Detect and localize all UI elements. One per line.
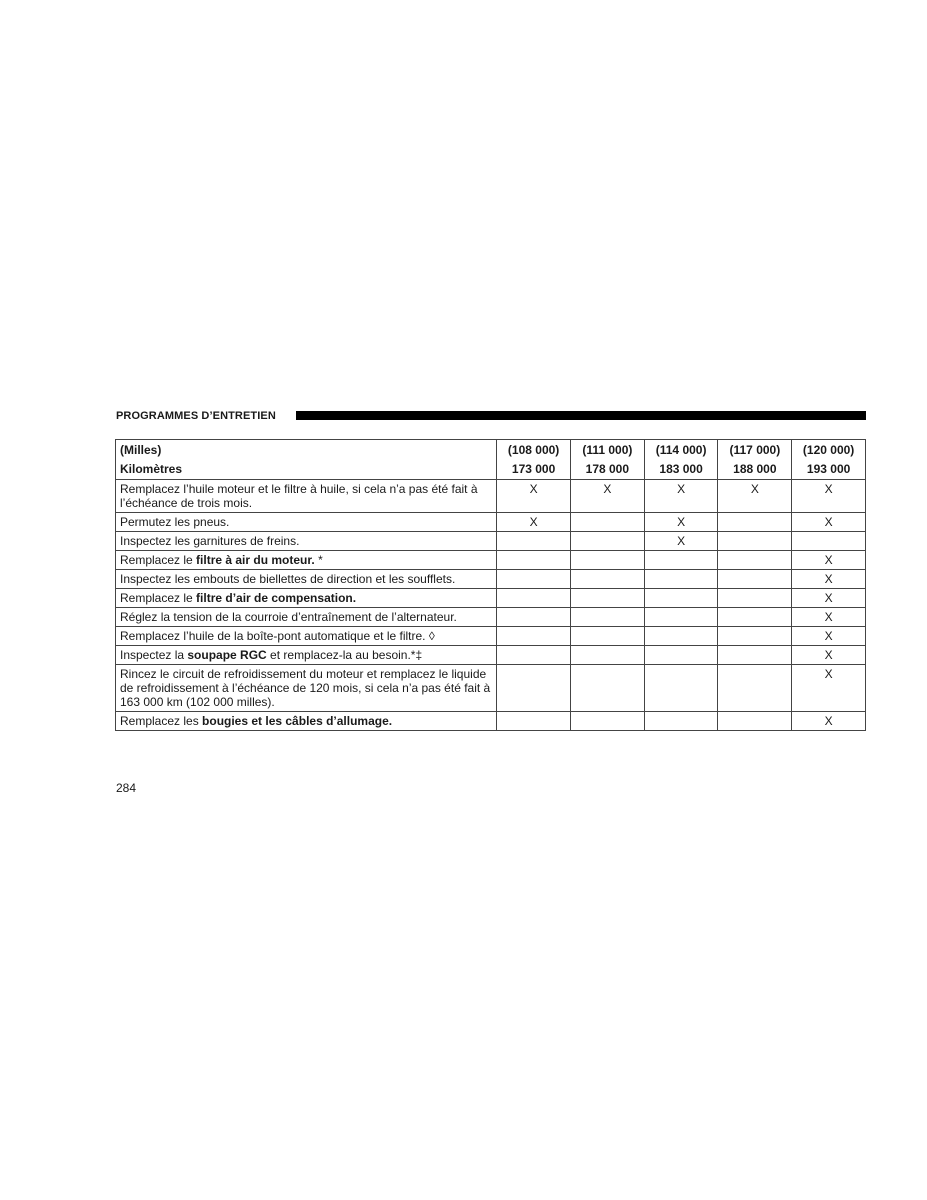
service-mark: X (497, 480, 571, 513)
table-row (116, 480, 866, 513)
service-mark: X (792, 513, 866, 532)
service-mark: X (644, 532, 718, 551)
task-text: Remplacez le (120, 553, 197, 567)
service-mark (718, 627, 792, 646)
task-description (116, 665, 497, 712)
task-emphasis: filtre à air du moteur. (196, 553, 315, 567)
table-header-row (116, 440, 866, 480)
task-description (116, 627, 497, 646)
service-mark: X (792, 646, 866, 665)
task-text: et remplacez-la au besoin.*‡ (266, 648, 423, 662)
service-mark: X (792, 570, 866, 589)
task-text: Remplacez l’huile moteur et le filtre à huile, si cela n’a pas été fait à l’échéance de trois mois. (120, 482, 478, 510)
service-mark (718, 589, 792, 608)
interval-header (718, 440, 792, 480)
table-row (116, 608, 866, 627)
table-row (116, 532, 866, 551)
table-row (116, 712, 866, 731)
task-description (116, 551, 497, 570)
service-mark (644, 551, 718, 570)
service-mark (570, 646, 644, 665)
task-emphasis: filtre d’air de compensation. (196, 591, 357, 605)
task-description (116, 646, 497, 665)
service-mark (718, 551, 792, 570)
service-mark (718, 570, 792, 589)
service-mark (497, 589, 571, 608)
service-mark (792, 532, 866, 551)
service-mark (497, 712, 571, 731)
task-description (116, 570, 497, 589)
service-mark: X (792, 627, 866, 646)
service-mark (497, 570, 571, 589)
section-title: PROGRAMMES D’ENTRETIEN (116, 410, 276, 422)
service-mark (570, 532, 644, 551)
service-mark (718, 665, 792, 712)
service-mark (570, 513, 644, 532)
service-mark (570, 570, 644, 589)
table-row (116, 551, 866, 570)
service-mark (644, 608, 718, 627)
service-mark: X (497, 513, 571, 532)
task-text: Rincez le circuit de refroidissement du moteur et remplacez le liquide de refroidissement à l’échéance de 120 mois, si cela n’a pas été fait à 163 000 km (102 000 milles). (120, 667, 491, 709)
service-mark: X (792, 480, 866, 513)
table-row (116, 589, 866, 608)
service-mark (718, 513, 792, 532)
task-description (116, 608, 497, 627)
interval-miles: (117 000) (729, 443, 781, 457)
maintenance-schedule-table (115, 439, 866, 731)
section-header (116, 410, 866, 422)
service-mark (570, 665, 644, 712)
service-mark (497, 665, 571, 712)
service-mark (644, 665, 718, 712)
service-mark (644, 570, 718, 589)
service-mark (570, 551, 644, 570)
service-mark: X (644, 480, 718, 513)
interval-km: 183 000 (659, 462, 703, 476)
service-mark (570, 712, 644, 731)
interval-header (570, 440, 644, 480)
task-emphasis: soupape RGC (187, 648, 267, 662)
service-mark: X (792, 551, 866, 570)
service-mark (718, 712, 792, 731)
service-mark: X (792, 589, 866, 608)
header-label-cell (116, 440, 497, 480)
task-text: Inspectez les embouts de biellettes de direction et les soufflets. (120, 572, 456, 586)
task-text: Remplacez les (120, 714, 203, 728)
interval-header (792, 440, 866, 480)
task-text: Inspectez la (120, 648, 188, 662)
service-mark (570, 608, 644, 627)
service-mark (570, 627, 644, 646)
header-rule (296, 411, 866, 420)
km-label: Kilomètres (120, 462, 183, 476)
task-text: Inspectez les garnitures de freins. (120, 534, 300, 548)
interval-km: 173 000 (511, 462, 556, 476)
interval-header (644, 440, 718, 480)
interval-km: 178 000 (585, 462, 630, 476)
interval-miles: (120 000) (802, 443, 855, 457)
table-row (116, 570, 866, 589)
service-mark: X (718, 480, 792, 513)
service-mark (497, 551, 571, 570)
table-body (116, 480, 866, 731)
task-text: * (314, 553, 323, 567)
table-row (116, 646, 866, 665)
task-text: Réglez la tension de la courroie d’entraînement de l’alternateur. (120, 610, 457, 624)
miles-label: (Milles) (120, 443, 162, 457)
interval-km: 193 000 (806, 462, 851, 476)
service-mark (644, 646, 718, 665)
task-text: Remplacez l’huile de la boîte-pont automatique et le filtre. ◊ (120, 629, 435, 643)
task-text: Permutez les pneus. (120, 515, 230, 529)
service-mark: X (644, 513, 718, 532)
interval-header (497, 440, 571, 480)
service-mark (497, 532, 571, 551)
interval-miles: (111 000) (582, 443, 633, 457)
table-row (116, 513, 866, 532)
service-mark (644, 589, 718, 608)
service-mark: X (570, 480, 644, 513)
interval-miles: (108 000) (507, 443, 560, 457)
service-mark (644, 712, 718, 731)
service-mark (497, 646, 571, 665)
table-row (116, 665, 866, 712)
service-mark: X (792, 665, 866, 712)
service-mark (497, 608, 571, 627)
task-description (116, 712, 497, 731)
service-mark (497, 627, 571, 646)
page-number: 284 (116, 781, 137, 795)
task-description (116, 589, 497, 608)
interval-miles: (114 000) (655, 443, 707, 457)
service-mark (718, 532, 792, 551)
task-description (116, 532, 497, 551)
task-emphasis: bougies et les câbles d’allumage. (202, 714, 393, 728)
table-row (116, 627, 866, 646)
service-mark (718, 608, 792, 627)
service-mark (570, 589, 644, 608)
task-description (116, 513, 497, 532)
service-mark (718, 646, 792, 665)
task-description (116, 480, 497, 513)
task-text: Remplacez le (120, 591, 197, 605)
service-mark: X (792, 608, 866, 627)
interval-km: 188 000 (733, 462, 777, 476)
service-mark (644, 627, 718, 646)
service-mark: X (792, 712, 866, 731)
